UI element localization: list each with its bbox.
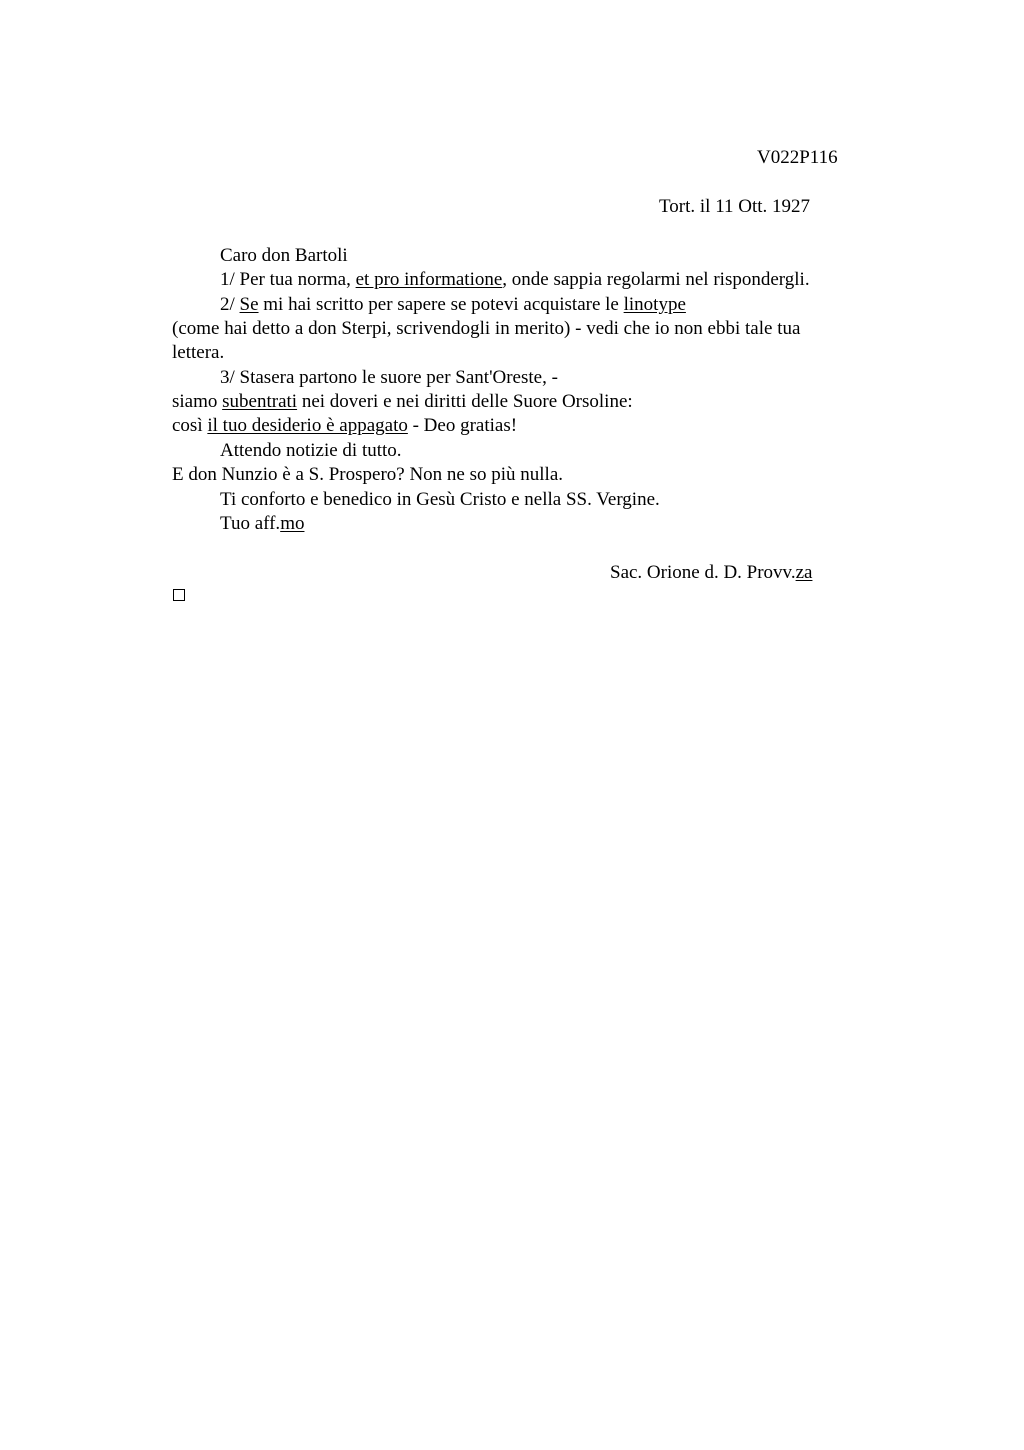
salutation: Caro don Bartoli [220,245,348,266]
paragraph-1-text-a: 1/ Per tua norma, [220,269,356,290]
paragraph-2-underlined-linotype: linotype [623,294,686,315]
document-id: V022P116 [757,147,838,168]
paragraph-4: Attendo notizie di tutto. [220,440,402,461]
closing [220,512,304,536]
empty-box-icon [173,589,185,601]
paragraph-2-line-3: lettera. [172,342,225,363]
paragraph-5: E don Nunzio è a S. Prospero? Non ne so più nulla. [172,464,564,485]
paragraph-3-line-2-text-b: nei doveri e nei diritti delle Suore Orsoline: [297,391,633,412]
closing-underlined: mo [280,513,305,534]
paragraph-2-text-b: mi hai scritto per sapere se potevi acquistare le [258,294,624,315]
signature-underlined: za [795,562,813,583]
paragraph-3-underlined-desiderio: il tuo desiderio è appagato [207,415,408,436]
paragraph-3-line-3 [172,414,517,438]
signature [610,561,812,585]
paragraph-3-underlined-subentrati: subentrati [222,391,298,412]
paragraph-1-text-b: , onde sappia regolarmi nel rispondergli. [502,269,810,290]
paragraph-2-line-2: (come hai detto a don Sterpi, scrivendogli in merito) - vedi che io non ebbi tale tua [172,318,801,339]
paragraph-1 [220,268,810,292]
paragraph-1-underlined: et pro informatione [355,269,503,290]
paragraph-3-line-2 [172,390,633,414]
paragraph-3-line-1: 3/ Stasera partono le suore per Sant'Oreste, - [220,367,558,388]
paragraph-2-underlined-se: Se [239,294,259,315]
paragraph-2-line-1 [220,293,686,317]
closing-text: Tuo aff. [220,513,281,534]
paragraph-3-line-3-text-b: - Deo gratias! [407,415,518,436]
paragraph-6: Ti conforto e benedico in Gesù Cristo e nella SS. Vergine. [220,489,660,510]
paragraph-3-line-3-text-a: così [172,415,208,436]
paragraph-2-text-a: 2/ [220,294,240,315]
paragraph-3-line-2-text-a: siamo [172,391,223,412]
signature-text: Sac. Orione d. D. Provv. [610,562,796,583]
date-line: Tort. il 11 Ott. 1927 [659,196,811,217]
